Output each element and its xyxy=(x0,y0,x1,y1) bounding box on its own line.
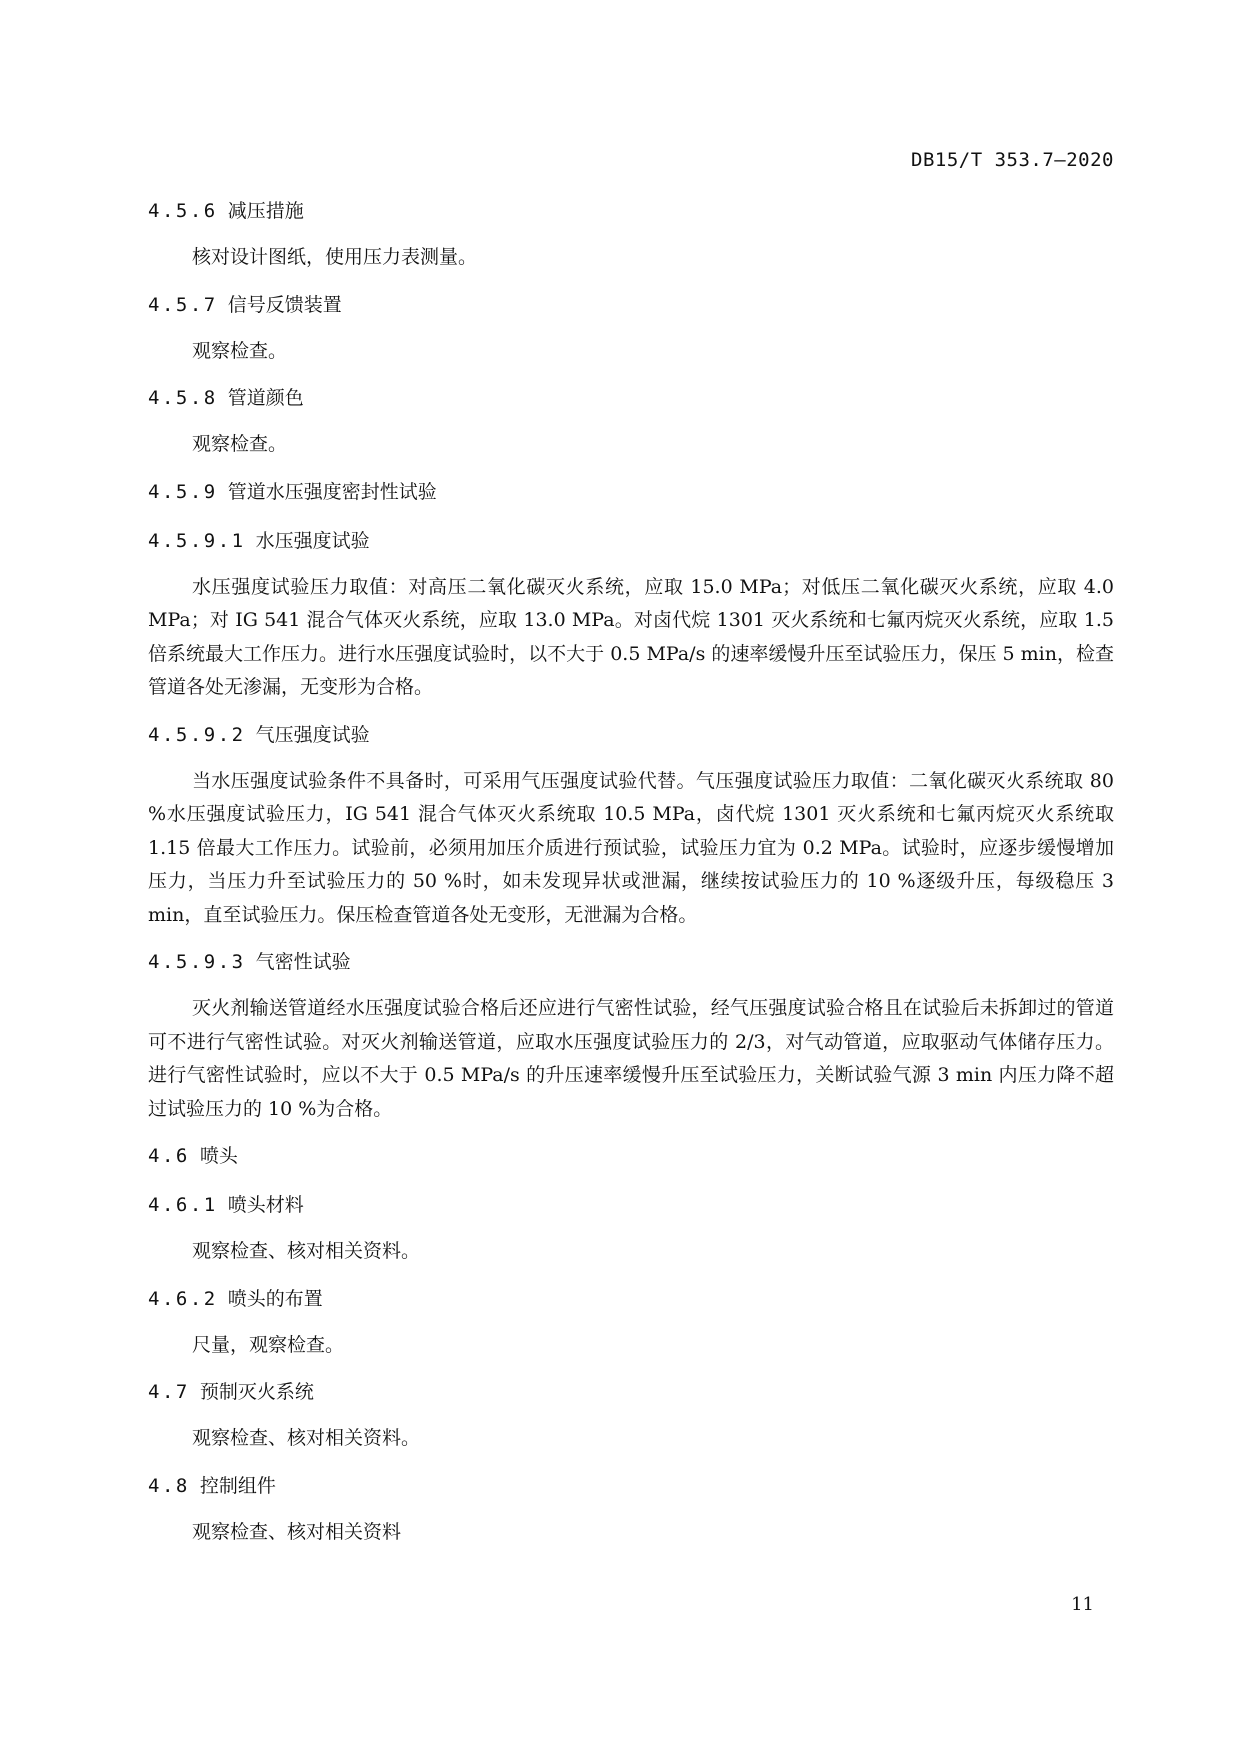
document-body xyxy=(148,198,1114,1566)
section-paragraph: 观察检查。 xyxy=(192,433,288,455)
section-paragraph: 尺量，观察检查。 xyxy=(192,1333,345,1356)
section-paragraph: 灭火剂输送管道经水压强度试验合格后还应进行气密性试验，经气压强度试验合格且在试验后未拆卸过的管道可不进行气密性试验。对灭火剂输送管道，应取水压强度试验压力的 2/3，对气动管道，应取驱动气体储存压力。进行气密性试验时，应以不大于 0.5 MPa/s 的升压速率缓慢升压至试验压力，关断试验气源 3 min 内压力降不超过试验压力的 10 %为合格。 xyxy=(148,997,1114,1120)
section-number: 4.5.7 xyxy=(148,293,218,316)
section-heading xyxy=(148,1143,1114,1169)
section-title: 气压强度试验 xyxy=(255,723,370,746)
section-number: 4.7 xyxy=(148,1381,190,1403)
section-number: 4.5.6 xyxy=(148,200,218,222)
section-paragraph: 观察检查。 xyxy=(192,339,288,362)
section-number: 4.5.8 xyxy=(148,387,218,409)
section-title: 气密性试验 xyxy=(255,951,351,973)
section-number: 4.6.2 xyxy=(148,1287,218,1310)
section-heading xyxy=(148,292,1114,318)
section-heading xyxy=(148,1379,1114,1405)
section-paragraph: 当水压强度试验条件不具备时，可采用气压强度试验代替。气压强度试验压力取值：二氧化碳灭火系统取 80 %水压强度试验压力，IG 541 混合气体灭火系统取 10.5 MPa，卤代烷 1301 灭火系统和七氟丙烷灭火系统取 1.15 倍最大工作压力。试验前，必须用加压介质进行预试验，试验压力宜为 0.2 MPa。试验时，应逐步缓慢增加压力，当压力升至试验压力的 50 %时，如未发现异状或泄漏，继续按试验压力的 10 %逐级升压，每级稳压 3 min，直至试验压力。保压检查管道各处无变形，无泄漏为合格。 xyxy=(148,769,1114,926)
section-title: 管道颜色 xyxy=(227,387,304,409)
section-number: 4.5.9.3 xyxy=(148,951,246,973)
section-title: 喷头 xyxy=(199,1145,238,1167)
document-code: DB15/T 353.7—2020 xyxy=(911,149,1114,171)
section-paragraph: 观察检查、核对相关资料。 xyxy=(192,1427,421,1449)
section-title: 喷头材料 xyxy=(227,1194,304,1216)
section-heading xyxy=(148,1473,1114,1499)
section-paragraph: 观察检查、核对相关资料。 xyxy=(192,1240,421,1262)
section-number: 4.5.9.2 xyxy=(148,723,246,746)
section-paragraph: 水压强度试验压力取值：对高压二氧化碳灭火系统，应取 15.0 MPa；对低压二氧化碳灭火系统，应取 4.0 MPa；对 IG 541 混合气体灭火系统，应取 13.0 MPa。对卤代烷 1301 灭火系统和七氟丙烷灭火系统，应取 1.5 倍系统最大工作压力。进行水压强度试验时，以不大于 0.5 MPa/s 的速率缓慢升压至试验压力，保压 5 min，检查管道各处无渗漏，无变形为合格。 xyxy=(148,575,1114,698)
section-title: 减压措施 xyxy=(227,200,304,222)
section-number: 4.8 xyxy=(148,1474,190,1497)
section-number: 4.6 xyxy=(148,1145,190,1167)
section-number: 4.6.1 xyxy=(148,1194,218,1216)
section-number: 4.5.9 xyxy=(148,480,218,503)
section-heading xyxy=(148,1286,1114,1312)
section-heading xyxy=(148,1192,1114,1218)
section-title: 控制组件 xyxy=(199,1474,276,1497)
section-heading xyxy=(148,198,1114,224)
section-heading xyxy=(148,528,1114,554)
section-heading xyxy=(148,479,1114,505)
section-title: 管道水压强度密封性试验 xyxy=(227,480,437,503)
section-title: 预制灭火系统 xyxy=(199,1381,314,1403)
section-paragraph: 观察检查、核对相关资料 xyxy=(192,1520,402,1543)
section-title: 信号反馈装置 xyxy=(227,293,342,316)
section-title: 水压强度试验 xyxy=(255,529,370,552)
section-heading xyxy=(148,385,1114,411)
page-number: 11 xyxy=(1071,1594,1094,1615)
section-paragraph: 核对设计图纸，使用压力表测量。 xyxy=(192,246,478,268)
section-title: 喷头的布置 xyxy=(227,1287,323,1310)
section-number: 4.5.9.1 xyxy=(148,529,246,552)
section-heading xyxy=(148,722,1114,748)
section-heading xyxy=(148,949,1114,975)
